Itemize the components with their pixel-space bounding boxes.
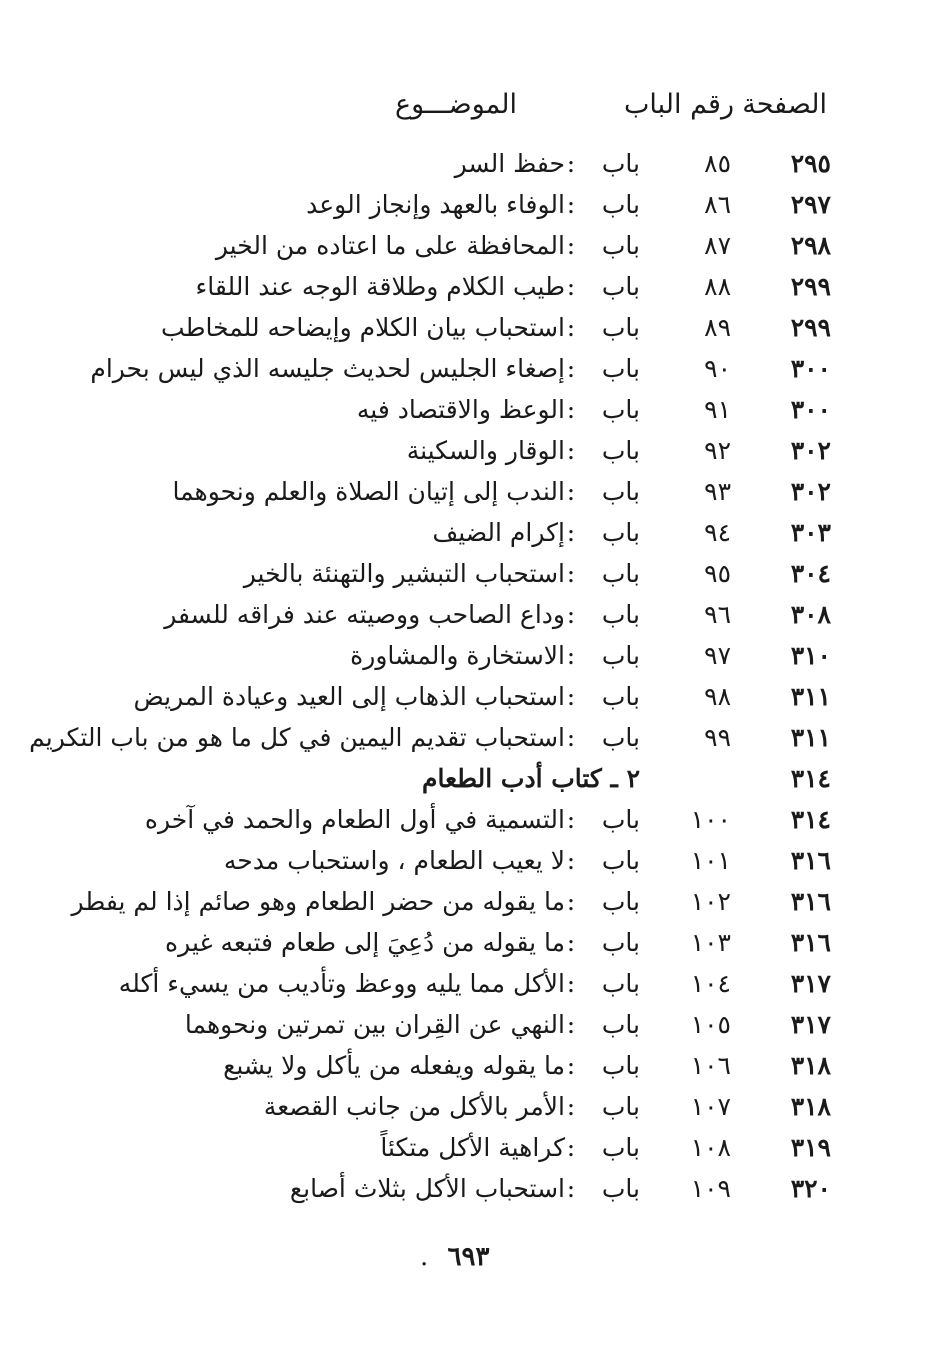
page-number-cell: ٣٠٢ xyxy=(790,477,831,506)
index-row xyxy=(0,226,927,267)
topic-cell: ما يقوله ويفعله من يأكل ولا يشبع xyxy=(223,1051,565,1080)
index-row xyxy=(0,349,927,390)
page-number-cell: ٣١٧ xyxy=(790,1010,831,1039)
chapter-prefix-cell: باب xyxy=(601,928,640,957)
chapter-number-cell: ١٠٨ xyxy=(690,1133,731,1162)
topic-cell: ما يقوله من دُعِيَ إلى طعام فتبعه غيره xyxy=(165,928,565,957)
topic-cell: الاستخارة والمشاورة xyxy=(350,641,565,670)
chapter-number-cell: ٩٨ xyxy=(704,682,731,711)
chapter-number-cell: ١٠٠ xyxy=(690,805,731,834)
topic-cell: استحباب بيان الكلام وإيضاحه للمخاطب xyxy=(161,313,565,342)
chapter-number-cell: ٨٧ xyxy=(704,231,731,260)
chapter-prefix-cell: باب xyxy=(601,682,640,711)
page-number-cell: ٢٩٥ xyxy=(790,149,831,178)
chapter-prefix-cell: باب xyxy=(601,887,640,916)
separator-cell: : xyxy=(566,395,576,424)
chapter-prefix-cell: باب xyxy=(601,190,640,219)
chapter-number-cell: ٨٦ xyxy=(704,190,731,219)
page-number-cell: ٣١٩ xyxy=(790,1133,831,1162)
footer-marker: . xyxy=(420,1242,429,1272)
separator-cell: : xyxy=(566,682,576,711)
topic-cell: التسمية في أول الطعام والحمد في آخره xyxy=(144,805,565,834)
page-number-cell: ٣٠٠ xyxy=(790,395,831,424)
chapter-number-cell: ٨٨ xyxy=(704,272,731,301)
page-number-cell: ٣١٦ xyxy=(790,887,831,916)
topic-cell: استحباب تقديم اليمين في كل ما هو من باب التكريم xyxy=(29,723,565,752)
separator-cell: : xyxy=(566,559,576,588)
chapter-prefix-cell: باب xyxy=(601,272,640,301)
chapter-number-cell: ٩٣ xyxy=(704,477,731,506)
topic-cell: استحباب التبشير والتهنئة بالخير xyxy=(243,559,565,588)
page-number-cell: ٣٠٢ xyxy=(790,436,831,465)
page-number-cell: ٢٩٨ xyxy=(790,231,831,260)
index-row xyxy=(0,841,927,882)
topic-cell: لا يعيب الطعام ، واستحباب مدحه xyxy=(223,846,565,875)
index-row xyxy=(0,595,927,636)
page-number-cell: ٣١٦ xyxy=(790,928,831,957)
index-row xyxy=(0,677,927,718)
chapter-prefix-cell: باب xyxy=(601,1051,640,1080)
separator-cell: : xyxy=(566,1133,576,1162)
index-row xyxy=(0,267,927,308)
separator-cell: : xyxy=(566,1174,576,1203)
topic-cell: الوقار والسكينة xyxy=(406,436,565,465)
chapter-number-cell: ٩٧ xyxy=(704,641,731,670)
separator-cell: : xyxy=(566,1010,576,1039)
index-row xyxy=(0,431,927,472)
chapter-prefix-cell: باب xyxy=(601,1010,640,1039)
chapter-number-cell: ٩٦ xyxy=(704,600,731,629)
page-number-cell: ٣١٤ xyxy=(790,764,831,793)
chapter-number-cell: ١٠٢ xyxy=(690,887,731,916)
page-number-cell: ٢٩٩ xyxy=(790,272,831,301)
index-row xyxy=(0,1046,927,1087)
chapter-number-cell: ١٠٣ xyxy=(690,928,731,957)
separator-cell: : xyxy=(566,313,576,342)
chapter-number-cell: ٩٥ xyxy=(704,559,731,588)
separator-cell: : xyxy=(566,600,576,629)
page-number-cell: ٣٠٤ xyxy=(790,559,831,588)
chapter-prefix-cell: باب xyxy=(601,231,640,260)
separator-cell: : xyxy=(566,805,576,834)
chapter-number-cell: ٩١ xyxy=(704,395,731,424)
page-number-cell: ٣١٧ xyxy=(790,969,831,998)
topic-cell: ما يقوله من حضر الطعام وهو صائم إذا لم يفطر xyxy=(71,887,565,916)
index-row xyxy=(0,513,927,554)
chapter-prefix-cell: باب xyxy=(601,436,640,465)
separator-cell: : xyxy=(566,354,576,383)
page-number-cell: ٣١٨ xyxy=(790,1092,831,1121)
index-row xyxy=(0,923,927,964)
topic-cell: النهي عن القِران بين تمرتين ونحوهما xyxy=(184,1010,565,1039)
index-row xyxy=(0,636,927,677)
topic-cell: الندب إلى إتيان الصلاة والعلم ونحوهما xyxy=(172,477,565,506)
chapter-number-cell: ١٠٥ xyxy=(690,1010,731,1039)
chapter-number-cell: ٩٩ xyxy=(704,723,731,752)
separator-cell: : xyxy=(566,887,576,916)
separator-cell: : xyxy=(566,1092,576,1121)
chapter-number-cell: ١٠١ xyxy=(690,846,731,875)
section-heading-row xyxy=(0,759,927,800)
index-row xyxy=(0,185,927,226)
page-number-cell: ٢٩٧ xyxy=(790,190,831,219)
index-row xyxy=(0,472,927,513)
topic-cell: طيب الكلام وطلاقة الوجه عند اللقاء xyxy=(195,272,565,301)
header-topic-label: الموضـــوع xyxy=(394,89,517,120)
separator-cell: : xyxy=(566,969,576,998)
chapter-prefix-cell: باب xyxy=(601,600,640,629)
index-row xyxy=(0,1169,927,1210)
page-number-cell: ٣٢٠ xyxy=(790,1174,831,1203)
page-number-cell: ٣٠٨ xyxy=(790,600,831,629)
topic-cell: استحباب الأكل بثلاث أصابع xyxy=(289,1174,565,1203)
page-number-cell: ٣١١ xyxy=(790,682,831,711)
chapter-prefix-cell: باب xyxy=(601,1174,640,1203)
separator-cell: : xyxy=(566,190,576,219)
chapter-prefix-cell: باب xyxy=(601,1092,640,1121)
page-number-cell: ٣١٠ xyxy=(790,641,831,670)
topic-cell: الأمر بالأكل من جانب القصعة xyxy=(263,1092,565,1121)
page-number-cell: ٣٠٣ xyxy=(790,518,831,547)
page-footer xyxy=(0,1242,927,1272)
chapter-prefix-cell: باب xyxy=(601,1133,640,1162)
index-row xyxy=(0,554,927,595)
index-row xyxy=(0,1005,927,1046)
topic-cell: ٢ ـ كتاب أدب الطعام xyxy=(421,764,640,793)
separator-cell: : xyxy=(566,149,576,178)
separator-cell: : xyxy=(566,272,576,301)
chapter-number-cell: ٩٤ xyxy=(704,518,731,547)
topic-cell: المحافظة على ما اعتاده من الخير xyxy=(215,231,565,260)
separator-cell: : xyxy=(566,723,576,752)
topic-cell: إصغاء الجليس لحديث جليسه الذي ليس بحرام xyxy=(90,354,565,383)
index-row xyxy=(0,882,927,923)
chapter-number-cell: ١٠٧ xyxy=(690,1092,731,1121)
index-row xyxy=(0,800,927,841)
topic-cell: استحباب الذهاب إلى العيد وعيادة المريض xyxy=(133,682,565,711)
index-row xyxy=(0,1128,927,1169)
topic-cell: الوعظ والاقتصاد فيه xyxy=(356,395,565,424)
page-number-cell: ٣١٨ xyxy=(790,1051,831,1080)
topic-cell: إكرام الضيف xyxy=(432,518,565,547)
chapter-number-cell: ٩٠ xyxy=(704,354,731,383)
separator-cell: : xyxy=(566,477,576,506)
chapter-prefix-cell: باب xyxy=(601,518,640,547)
separator-cell: : xyxy=(566,928,576,957)
page-number-cell: ٣١١ xyxy=(790,723,831,752)
chapter-number-cell: ٩٢ xyxy=(704,436,731,465)
index-row xyxy=(0,390,927,431)
index-row xyxy=(0,308,927,349)
chapter-prefix-cell: باب xyxy=(601,846,640,875)
chapter-prefix-cell: باب xyxy=(601,313,640,342)
separator-cell: : xyxy=(566,1051,576,1080)
header-page-label: الصفحة xyxy=(742,89,827,120)
topic-cell: حفظ السر xyxy=(454,149,565,178)
topic-cell: كراهية الأكل متكئاً xyxy=(380,1133,565,1162)
page-number-cell: ٣١٤ xyxy=(790,805,831,834)
separator-cell: : xyxy=(566,231,576,260)
page-number-cell: ٣٠٠ xyxy=(790,354,831,383)
topic-cell: الأكل مما يليه ووعظ وتأديب من يسيء أكله xyxy=(118,969,565,998)
chapter-prefix-cell: باب xyxy=(601,723,640,752)
topic-cell: وداع الصاحب ووصيته عند فراقه للسفر xyxy=(164,600,565,629)
separator-cell: : xyxy=(566,641,576,670)
chapter-prefix-cell: باب xyxy=(601,559,640,588)
topic-cell: الوفاء بالعهد وإنجاز الوعد xyxy=(306,190,565,219)
chapter-number-cell: ٨٩ xyxy=(704,313,731,342)
chapter-prefix-cell: باب xyxy=(601,395,640,424)
chapter-number-cell: ١٠٤ xyxy=(690,969,731,998)
header-chapter-number-label: رقم الباب xyxy=(623,89,734,120)
index-row xyxy=(0,144,927,185)
page-number-cell: ٢٩٩ xyxy=(790,313,831,342)
chapter-number-cell: ١٠٩ xyxy=(690,1174,731,1203)
index-table xyxy=(0,144,927,1210)
chapter-number-cell: ١٠٦ xyxy=(690,1051,731,1080)
chapter-prefix-cell: باب xyxy=(601,149,640,178)
page-number: ٦٩٣ xyxy=(447,1242,490,1272)
chapter-prefix-cell: باب xyxy=(601,477,640,506)
separator-cell: : xyxy=(566,436,576,465)
separator-cell: : xyxy=(566,846,576,875)
page-number-cell: ٣١٦ xyxy=(790,846,831,875)
chapter-number-cell: ٨٥ xyxy=(704,149,731,178)
index-row xyxy=(0,718,927,759)
index-row xyxy=(0,1087,927,1128)
chapter-prefix-cell: باب xyxy=(601,969,640,998)
index-row xyxy=(0,964,927,1005)
chapter-prefix-cell: باب xyxy=(601,354,640,383)
chapter-prefix-cell: باب xyxy=(601,805,640,834)
separator-cell: : xyxy=(566,518,576,547)
chapter-prefix-cell: باب xyxy=(601,641,640,670)
